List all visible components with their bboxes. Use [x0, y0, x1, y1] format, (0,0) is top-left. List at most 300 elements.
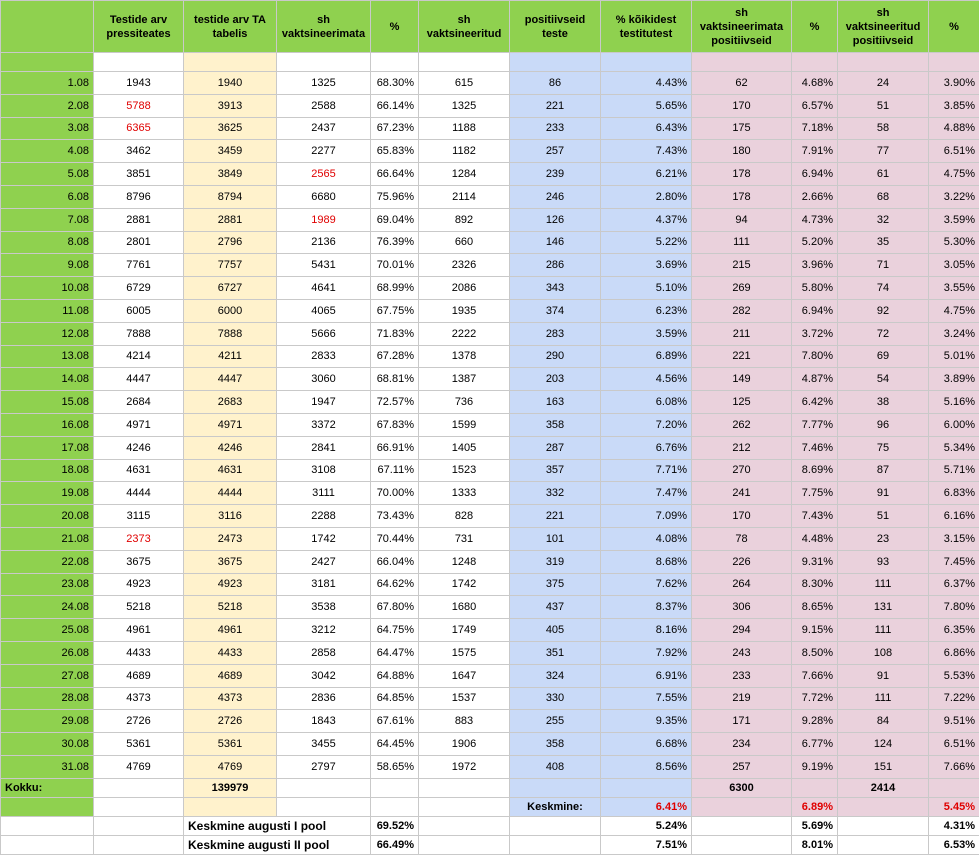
date-cell[interactable]: 12.08 [1, 322, 94, 345]
unvaccinated-cell[interactable]: 2841 [277, 436, 371, 459]
date-cell[interactable]: 18.08 [1, 459, 94, 482]
unvaccinated-positive-cell[interactable]: 215 [692, 254, 792, 277]
cell[interactable] [277, 778, 371, 797]
unvaccinated-cell[interactable]: 3372 [277, 413, 371, 436]
header-vaccinated[interactable]: sh vaktsineeritud [419, 1, 510, 53]
press-tests-cell[interactable]: 4961 [94, 619, 184, 642]
cell[interactable] [929, 53, 979, 72]
vaccinated-cell[interactable]: 2114 [419, 185, 510, 208]
cell[interactable] [792, 778, 838, 797]
vaccinated-positive-cell[interactable]: 77 [838, 140, 929, 163]
vaccinated-positive-cell[interactable]: 69 [838, 345, 929, 368]
half2-vaccinated-positive-pct[interactable]: 6.53% [929, 835, 979, 854]
positive-cell[interactable]: 146 [510, 231, 601, 254]
unvaccinated-cell[interactable]: 1742 [277, 527, 371, 550]
unvaccinated-positive-cell[interactable]: 257 [692, 755, 792, 778]
unvaccinated-positive-pct-cell[interactable]: 6.57% [792, 94, 838, 117]
vaccinated-positive-cell[interactable]: 91 [838, 482, 929, 505]
unvaccinated-positive-cell[interactable]: 233 [692, 664, 792, 687]
ta-tests-cell[interactable]: 4447 [184, 368, 277, 391]
unvaccinated-cell[interactable]: 1947 [277, 391, 371, 414]
press-tests-cell[interactable]: 8796 [94, 185, 184, 208]
press-tests-cell[interactable]: 4971 [94, 413, 184, 436]
vaccinated-cell[interactable]: 1680 [419, 596, 510, 619]
header-unvaccinated-positive-pct[interactable]: % [792, 1, 838, 53]
unvaccinated-positive-cell[interactable]: 170 [692, 505, 792, 528]
positive-pct-cell[interactable]: 7.55% [601, 687, 692, 710]
header-ta-tests[interactable]: testide arv TA tabelis [184, 1, 277, 53]
vaccinated-cell[interactable]: 1387 [419, 368, 510, 391]
vaccinated-cell[interactable]: 1182 [419, 140, 510, 163]
press-tests-cell[interactable]: 2801 [94, 231, 184, 254]
positive-cell[interactable]: 343 [510, 277, 601, 300]
ta-tests-cell[interactable]: 4433 [184, 641, 277, 664]
date-cell[interactable]: 3.08 [1, 117, 94, 140]
positive-cell[interactable]: 246 [510, 185, 601, 208]
positive-cell[interactable]: 101 [510, 527, 601, 550]
unvaccinated-cell[interactable]: 1843 [277, 710, 371, 733]
vaccinated-cell[interactable]: 1972 [419, 755, 510, 778]
positive-cell[interactable]: 257 [510, 140, 601, 163]
unvaccinated-positive-pct-cell[interactable]: 7.72% [792, 687, 838, 710]
vaccinated-positive-pct-cell[interactable]: 3.59% [929, 208, 979, 231]
ta-tests-cell[interactable]: 4373 [184, 687, 277, 710]
vaccinated-positive-cell[interactable]: 23 [838, 527, 929, 550]
unvaccinated-positive-cell[interactable]: 234 [692, 733, 792, 756]
vaccinated-positive-pct-cell[interactable]: 6.51% [929, 733, 979, 756]
unvaccinated-cell[interactable]: 1989 [277, 208, 371, 231]
positive-pct-cell[interactable]: 7.62% [601, 573, 692, 596]
header-positive-tests[interactable]: positiivseid teste [510, 1, 601, 53]
vaccinated-positive-cell[interactable]: 51 [838, 94, 929, 117]
ta-tests-cell[interactable]: 2881 [184, 208, 277, 231]
unvaccinated-cell[interactable]: 2797 [277, 755, 371, 778]
unvaccinated-positive-cell[interactable]: 111 [692, 231, 792, 254]
unvaccinated-pct-cell[interactable]: 64.62% [371, 573, 419, 596]
positive-cell[interactable]: 221 [510, 94, 601, 117]
ta-tests-cell[interactable]: 3675 [184, 550, 277, 573]
positive-pct-cell[interactable]: 5.65% [601, 94, 692, 117]
vaccinated-positive-pct-cell[interactable]: 4.75% [929, 163, 979, 186]
positive-cell[interactable]: 287 [510, 436, 601, 459]
cell[interactable] [510, 835, 601, 854]
positive-pct-cell[interactable]: 5.10% [601, 277, 692, 300]
unvaccinated-pct-cell[interactable]: 58.65% [371, 755, 419, 778]
cell[interactable] [371, 53, 419, 72]
date-cell[interactable]: 13.08 [1, 345, 94, 368]
positive-cell[interactable]: 330 [510, 687, 601, 710]
cell[interactable] [94, 835, 184, 854]
vaccinated-cell[interactable]: 2222 [419, 322, 510, 345]
unvaccinated-positive-pct-cell[interactable]: 7.66% [792, 664, 838, 687]
vaccinated-positive-cell[interactable]: 32 [838, 208, 929, 231]
vaccinated-cell[interactable]: 1742 [419, 573, 510, 596]
vaccinated-positive-cell[interactable]: 74 [838, 277, 929, 300]
unvaccinated-positive-cell[interactable]: 180 [692, 140, 792, 163]
unvaccinated-pct-cell[interactable]: 72.57% [371, 391, 419, 414]
half2-unvaccinated-pct[interactable]: 66.49% [371, 835, 419, 854]
positive-pct-cell[interactable]: 4.37% [601, 208, 692, 231]
vaccinated-positive-pct-cell[interactable]: 5.01% [929, 345, 979, 368]
unvaccinated-cell[interactable]: 3111 [277, 482, 371, 505]
unvaccinated-positive-pct-cell[interactable]: 7.75% [792, 482, 838, 505]
cell[interactable] [94, 778, 184, 797]
press-tests-cell[interactable]: 7761 [94, 254, 184, 277]
unvaccinated-positive-pct-cell[interactable]: 4.87% [792, 368, 838, 391]
positive-cell[interactable]: 405 [510, 619, 601, 642]
unvaccinated-positive-cell[interactable]: 219 [692, 687, 792, 710]
unvaccinated-cell[interactable]: 4641 [277, 277, 371, 300]
unvaccinated-cell[interactable]: 2833 [277, 345, 371, 368]
press-tests-cell[interactable]: 4923 [94, 573, 184, 596]
totals-vaccinated-positive[interactable]: 2414 [838, 778, 929, 797]
vaccinated-cell[interactable]: 1749 [419, 619, 510, 642]
vaccinated-positive-pct-cell[interactable]: 4.75% [929, 299, 979, 322]
positive-pct-cell[interactable]: 7.47% [601, 482, 692, 505]
press-tests-cell[interactable]: 2881 [94, 208, 184, 231]
unvaccinated-cell[interactable]: 3108 [277, 459, 371, 482]
vaccinated-positive-cell[interactable]: 51 [838, 505, 929, 528]
unvaccinated-cell[interactable]: 5666 [277, 322, 371, 345]
press-tests-cell[interactable]: 4433 [94, 641, 184, 664]
cell[interactable] [371, 797, 419, 816]
date-cell[interactable]: 5.08 [1, 163, 94, 186]
unvaccinated-pct-cell[interactable]: 67.75% [371, 299, 419, 322]
unvaccinated-cell[interactable]: 2437 [277, 117, 371, 140]
vaccinated-cell[interactable]: 1325 [419, 94, 510, 117]
press-tests-cell[interactable]: 4373 [94, 687, 184, 710]
vaccinated-positive-pct-cell[interactable]: 5.30% [929, 231, 979, 254]
date-cell[interactable]: 17.08 [1, 436, 94, 459]
vaccinated-cell[interactable]: 1333 [419, 482, 510, 505]
cell[interactable] [419, 778, 510, 797]
vaccinated-cell[interactable]: 1647 [419, 664, 510, 687]
positive-pct-cell[interactable]: 8.56% [601, 755, 692, 778]
cell[interactable] [1, 816, 94, 835]
ta-tests-cell[interactable]: 4971 [184, 413, 277, 436]
totals-ta-tests[interactable]: 139979 [184, 778, 277, 797]
unvaccinated-positive-cell[interactable]: 243 [692, 641, 792, 664]
vaccinated-positive-pct-cell[interactable]: 7.22% [929, 687, 979, 710]
positive-pct-cell[interactable]: 6.43% [601, 117, 692, 140]
half1-label[interactable]: Keskmine augusti I pool [184, 816, 371, 835]
vaccinated-positive-pct-cell[interactable]: 6.51% [929, 140, 979, 163]
press-tests-cell[interactable]: 4444 [94, 482, 184, 505]
date-cell[interactable]: 21.08 [1, 527, 94, 550]
date-cell[interactable]: 16.08 [1, 413, 94, 436]
positive-pct-cell[interactable]: 4.08% [601, 527, 692, 550]
date-cell[interactable]: 25.08 [1, 619, 94, 642]
vaccinated-positive-cell[interactable]: 111 [838, 573, 929, 596]
unvaccinated-cell[interactable]: 2427 [277, 550, 371, 573]
positive-pct-cell[interactable]: 3.69% [601, 254, 692, 277]
date-cell[interactable]: 31.08 [1, 755, 94, 778]
cell[interactable] [277, 53, 371, 72]
vaccinated-positive-cell[interactable]: 84 [838, 710, 929, 733]
unvaccinated-positive-pct-cell[interactable]: 7.46% [792, 436, 838, 459]
unvaccinated-cell[interactable]: 3042 [277, 664, 371, 687]
unvaccinated-positive-pct-cell[interactable]: 7.18% [792, 117, 838, 140]
cell[interactable] [510, 778, 601, 797]
cell[interactable] [1, 53, 94, 72]
cell[interactable] [601, 53, 692, 72]
ta-tests-cell[interactable]: 1940 [184, 72, 277, 95]
header-unvaccinated-positive[interactable]: sh vaktsineerimata positiivseid [692, 1, 792, 53]
vaccinated-cell[interactable]: 1537 [419, 687, 510, 710]
vaccinated-positive-cell[interactable]: 92 [838, 299, 929, 322]
positive-cell[interactable]: 351 [510, 641, 601, 664]
positive-cell[interactable]: 324 [510, 664, 601, 687]
positive-cell[interactable]: 283 [510, 322, 601, 345]
half1-unvaccinated-pct[interactable]: 69.52% [371, 816, 419, 835]
unvaccinated-positive-pct-cell[interactable]: 9.31% [792, 550, 838, 573]
positive-cell[interactable]: 358 [510, 733, 601, 756]
vaccinated-positive-pct-cell[interactable]: 3.15% [929, 527, 979, 550]
vaccinated-positive-cell[interactable]: 71 [838, 254, 929, 277]
cell[interactable] [419, 816, 510, 835]
unvaccinated-cell[interactable]: 2288 [277, 505, 371, 528]
positive-pct-cell[interactable]: 6.68% [601, 733, 692, 756]
average-label[interactable]: Keskmine: [510, 797, 601, 816]
vaccinated-positive-pct-cell[interactable]: 7.45% [929, 550, 979, 573]
unvaccinated-positive-pct-cell[interactable]: 7.43% [792, 505, 838, 528]
vaccinated-positive-pct-cell[interactable]: 7.66% [929, 755, 979, 778]
unvaccinated-pct-cell[interactable]: 67.61% [371, 710, 419, 733]
unvaccinated-positive-pct-cell[interactable]: 7.91% [792, 140, 838, 163]
header-date[interactable] [1, 1, 94, 53]
ta-tests-cell[interactable]: 4923 [184, 573, 277, 596]
date-cell[interactable]: 15.08 [1, 391, 94, 414]
unvaccinated-pct-cell[interactable]: 68.81% [371, 368, 419, 391]
positive-cell[interactable]: 239 [510, 163, 601, 186]
vaccinated-cell[interactable]: 1599 [419, 413, 510, 436]
cell[interactable] [692, 835, 792, 854]
vaccinated-cell[interactable]: 1523 [419, 459, 510, 482]
unvaccinated-positive-pct-cell[interactable]: 6.42% [792, 391, 838, 414]
vaccinated-positive-pct-cell[interactable]: 3.89% [929, 368, 979, 391]
cell[interactable] [184, 797, 277, 816]
unvaccinated-pct-cell[interactable]: 67.28% [371, 345, 419, 368]
unvaccinated-positive-cell[interactable]: 149 [692, 368, 792, 391]
date-cell[interactable]: 29.08 [1, 710, 94, 733]
unvaccinated-pct-cell[interactable]: 71.83% [371, 322, 419, 345]
press-tests-cell[interactable]: 4214 [94, 345, 184, 368]
average-unvaccinated-positive-pct[interactable]: 6.89% [792, 797, 838, 816]
header-press-tests[interactable]: Testide arv pressiteates [94, 1, 184, 53]
unvaccinated-cell[interactable]: 3181 [277, 573, 371, 596]
unvaccinated-cell[interactable]: 2858 [277, 641, 371, 664]
unvaccinated-pct-cell[interactable]: 65.83% [371, 140, 419, 163]
positive-cell[interactable]: 163 [510, 391, 601, 414]
positive-pct-cell[interactable]: 8.16% [601, 619, 692, 642]
unvaccinated-pct-cell[interactable]: 73.43% [371, 505, 419, 528]
positive-pct-cell[interactable]: 6.08% [601, 391, 692, 414]
positive-cell[interactable]: 408 [510, 755, 601, 778]
date-cell[interactable]: 4.08 [1, 140, 94, 163]
unvaccinated-pct-cell[interactable]: 64.45% [371, 733, 419, 756]
press-tests-cell[interactable]: 4631 [94, 459, 184, 482]
date-cell[interactable]: 7.08 [1, 208, 94, 231]
unvaccinated-positive-cell[interactable]: 78 [692, 527, 792, 550]
vaccinated-cell[interactable]: 883 [419, 710, 510, 733]
unvaccinated-pct-cell[interactable]: 66.91% [371, 436, 419, 459]
unvaccinated-positive-cell[interactable]: 171 [692, 710, 792, 733]
half2-positive-pct[interactable]: 7.51% [601, 835, 692, 854]
positive-pct-cell[interactable]: 6.89% [601, 345, 692, 368]
press-tests-cell[interactable]: 1943 [94, 72, 184, 95]
unvaccinated-positive-pct-cell[interactable]: 2.66% [792, 185, 838, 208]
unvaccinated-cell[interactable]: 2565 [277, 163, 371, 186]
unvaccinated-cell[interactable]: 4065 [277, 299, 371, 322]
vaccinated-cell[interactable]: 615 [419, 72, 510, 95]
press-tests-cell[interactable]: 5218 [94, 596, 184, 619]
positive-pct-cell[interactable]: 8.37% [601, 596, 692, 619]
unvaccinated-positive-cell[interactable]: 306 [692, 596, 792, 619]
cell[interactable] [94, 816, 184, 835]
positive-pct-cell[interactable]: 6.76% [601, 436, 692, 459]
ta-tests-cell[interactable]: 5361 [184, 733, 277, 756]
unvaccinated-positive-cell[interactable]: 178 [692, 163, 792, 186]
cell[interactable] [838, 816, 929, 835]
ta-tests-cell[interactable]: 4961 [184, 619, 277, 642]
unvaccinated-positive-pct-cell[interactable]: 5.80% [792, 277, 838, 300]
vaccinated-positive-pct-cell[interactable]: 3.85% [929, 94, 979, 117]
totals-unvaccinated-positive[interactable]: 6300 [692, 778, 792, 797]
unvaccinated-pct-cell[interactable]: 68.99% [371, 277, 419, 300]
unvaccinated-positive-pct-cell[interactable]: 6.94% [792, 163, 838, 186]
positive-pct-cell[interactable]: 9.35% [601, 710, 692, 733]
vaccinated-cell[interactable]: 1284 [419, 163, 510, 186]
positive-cell[interactable]: 203 [510, 368, 601, 391]
header-positive-pct[interactable]: % kõikidest testitutest [601, 1, 692, 53]
vaccinated-positive-cell[interactable]: 108 [838, 641, 929, 664]
ta-tests-cell[interactable]: 5218 [184, 596, 277, 619]
unvaccinated-pct-cell[interactable]: 70.01% [371, 254, 419, 277]
vaccinated-positive-cell[interactable]: 61 [838, 163, 929, 186]
unvaccinated-positive-cell[interactable]: 262 [692, 413, 792, 436]
cell[interactable] [510, 816, 601, 835]
header-unvaccinated-pct[interactable]: % [371, 1, 419, 53]
unvaccinated-positive-pct-cell[interactable]: 8.50% [792, 641, 838, 664]
press-tests-cell[interactable]: 4447 [94, 368, 184, 391]
positive-pct-cell[interactable]: 7.43% [601, 140, 692, 163]
positive-pct-cell[interactable]: 4.43% [601, 72, 692, 95]
vaccinated-cell[interactable]: 736 [419, 391, 510, 414]
vaccinated-positive-cell[interactable]: 68 [838, 185, 929, 208]
cell[interactable] [371, 778, 419, 797]
unvaccinated-pct-cell[interactable]: 70.00% [371, 482, 419, 505]
unvaccinated-cell[interactable]: 1325 [277, 72, 371, 95]
vaccinated-positive-pct-cell[interactable]: 3.55% [929, 277, 979, 300]
cell[interactable] [184, 53, 277, 72]
vaccinated-positive-cell[interactable]: 72 [838, 322, 929, 345]
positive-cell[interactable]: 332 [510, 482, 601, 505]
totals-label[interactable]: Kokku: [1, 778, 94, 797]
date-cell[interactable]: 28.08 [1, 687, 94, 710]
vaccinated-cell[interactable]: 1935 [419, 299, 510, 322]
vaccinated-positive-pct-cell[interactable]: 6.83% [929, 482, 979, 505]
unvaccinated-cell[interactable]: 2588 [277, 94, 371, 117]
unvaccinated-positive-cell[interactable]: 211 [692, 322, 792, 345]
press-tests-cell[interactable]: 6729 [94, 277, 184, 300]
unvaccinated-pct-cell[interactable]: 64.88% [371, 664, 419, 687]
date-cell[interactable]: 20.08 [1, 505, 94, 528]
date-cell[interactable]: 10.08 [1, 277, 94, 300]
positive-pct-cell[interactable]: 6.21% [601, 163, 692, 186]
unvaccinated-positive-pct-cell[interactable]: 4.48% [792, 527, 838, 550]
unvaccinated-positive-cell[interactable]: 175 [692, 117, 792, 140]
header-unvaccinated[interactable]: sh vaktsineerimata [277, 1, 371, 53]
ta-tests-cell[interactable]: 7757 [184, 254, 277, 277]
ta-tests-cell[interactable]: 4444 [184, 482, 277, 505]
vaccinated-positive-cell[interactable]: 93 [838, 550, 929, 573]
vaccinated-cell[interactable]: 660 [419, 231, 510, 254]
unvaccinated-pct-cell[interactable]: 64.85% [371, 687, 419, 710]
cell[interactable] [277, 797, 371, 816]
vaccinated-cell[interactable]: 1248 [419, 550, 510, 573]
unvaccinated-positive-pct-cell[interactable]: 8.69% [792, 459, 838, 482]
vaccinated-positive-pct-cell[interactable]: 3.05% [929, 254, 979, 277]
average-positive-pct[interactable]: 6.41% [601, 797, 692, 816]
unvaccinated-positive-cell[interactable]: 62 [692, 72, 792, 95]
cell[interactable] [601, 778, 692, 797]
unvaccinated-pct-cell[interactable]: 66.04% [371, 550, 419, 573]
vaccinated-positive-pct-cell[interactable]: 4.88% [929, 117, 979, 140]
cell[interactable] [692, 816, 792, 835]
cell[interactable] [792, 53, 838, 72]
vaccinated-cell[interactable]: 731 [419, 527, 510, 550]
vaccinated-positive-pct-cell[interactable]: 5.16% [929, 391, 979, 414]
positive-cell[interactable]: 358 [510, 413, 601, 436]
ta-tests-cell[interactable]: 4246 [184, 436, 277, 459]
header-vaccinated-positive[interactable]: sh vaktsineeritud positiivseid [838, 1, 929, 53]
positive-pct-cell[interactable]: 7.92% [601, 641, 692, 664]
ta-tests-cell[interactable]: 3849 [184, 163, 277, 186]
ta-tests-cell[interactable]: 7888 [184, 322, 277, 345]
unvaccinated-cell[interactable]: 2136 [277, 231, 371, 254]
positive-pct-cell[interactable]: 7.71% [601, 459, 692, 482]
positive-cell[interactable]: 374 [510, 299, 601, 322]
date-cell[interactable]: 1.08 [1, 72, 94, 95]
vaccinated-positive-cell[interactable]: 87 [838, 459, 929, 482]
cell[interactable] [94, 797, 184, 816]
vaccinated-cell[interactable]: 1405 [419, 436, 510, 459]
press-tests-cell[interactable]: 2373 [94, 527, 184, 550]
unvaccinated-positive-pct-cell[interactable]: 7.77% [792, 413, 838, 436]
ta-tests-cell[interactable]: 4689 [184, 664, 277, 687]
press-tests-cell[interactable]: 5361 [94, 733, 184, 756]
press-tests-cell[interactable]: 7888 [94, 322, 184, 345]
unvaccinated-positive-cell[interactable]: 264 [692, 573, 792, 596]
press-tests-cell[interactable]: 2684 [94, 391, 184, 414]
ta-tests-cell[interactable]: 2726 [184, 710, 277, 733]
date-cell[interactable]: 27.08 [1, 664, 94, 687]
positive-cell[interactable]: 86 [510, 72, 601, 95]
unvaccinated-cell[interactable]: 3060 [277, 368, 371, 391]
unvaccinated-positive-cell[interactable]: 94 [692, 208, 792, 231]
vaccinated-positive-pct-cell[interactable]: 7.80% [929, 596, 979, 619]
unvaccinated-positive-pct-cell[interactable]: 4.68% [792, 72, 838, 95]
cell[interactable] [94, 53, 184, 72]
positive-cell[interactable]: 319 [510, 550, 601, 573]
vaccinated-positive-cell[interactable]: 124 [838, 733, 929, 756]
vaccinated-positive-pct-cell[interactable]: 6.86% [929, 641, 979, 664]
press-tests-cell[interactable]: 6005 [94, 299, 184, 322]
date-cell[interactable]: 30.08 [1, 733, 94, 756]
press-tests-cell[interactable]: 3675 [94, 550, 184, 573]
ta-tests-cell[interactable]: 4211 [184, 345, 277, 368]
cell[interactable] [419, 835, 510, 854]
